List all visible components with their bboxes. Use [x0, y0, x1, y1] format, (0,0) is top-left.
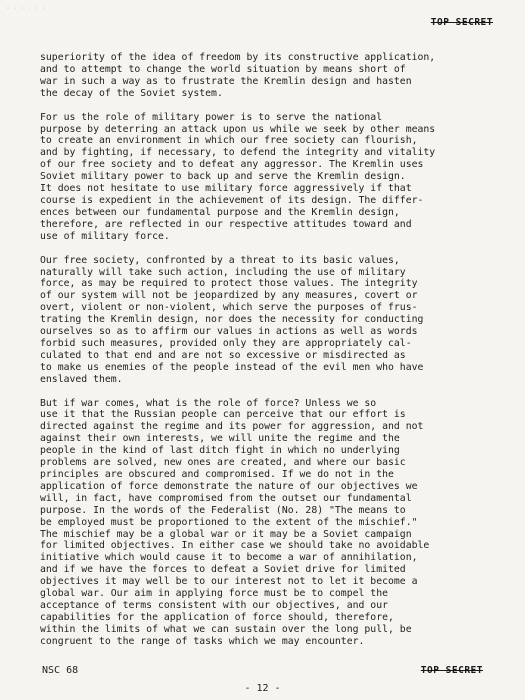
- margin-mark: · · · · · ·: [6, 5, 46, 12]
- paragraph-2: For us the role of military power is to serve the national purpose by deterring an attack upon us while we seek by other means to create an environment in which our free society can flourish, and by fighting, if necessary, to defend the integrity and vitality of our free society and to defeat any aggressor. The Kremlin uses Soviet military power to back up and serve the Kremlin design. It does not hesitate to use military force aggressively if that course is expedient in the achievement of its design. The differ- ences between our fundamental purpose and the Kremlin design, therefore, are reflected in our respective attitudes toward and use of military force.: [40, 111, 436, 242]
- paragraph-1: superiority of the idea of freedom by its constructive application, and to attempt to change the world situation by means short of war in such a way as to frustrate the Kremlin design and hasten the decay of the Soviet system.: [40, 52, 436, 99]
- footer-classification-stamp: TOP SECRET: [420, 665, 483, 676]
- document-body: [40, 52, 500, 660]
- paragraph-4: But if war comes, what is the role of force? Unless we so use it that the Russian people can perceive that our effort is directed against the regime and its power for aggression, and not against their own interests, we will unite the regime and the people in the kind of last ditch fight in which no underlying problems are solved, new ones are created, and where our basic principles are obscured and compromised. If we do not in the application of force demonstrate the nature of our objectives we will, in fact, have compromised from the outset our fundamental purpose. In the words of the Federalist (No. 28) "The means to be employed must be proportioned to the extent of the mischief." The mischief may be a global war or it may be a Soviet campaign for limited objectives. In either case we should take no avoidable initiative which would cause it to become a war of annihilation, and if we have the forces to defeat a Soviet drive for limited objectives it may well be to our interest not to let it become a global war. Our aim in applying force must be to compel the acceptance of terms consistent with our objectives, and our capabilities for the application of force should, therefore, within the limits of what we can sustain over the long pull, be congruent to the range of tasks which we may encounter.: [40, 397, 430, 647]
- paragraph-3: Our free society, confronted by a threat to its basic values, naturally will take such action, including the use of military force, as may be required to protect those values. The integrity of our system will not be jeopardized by any measures, covert or overt, violent or non-violent, which serve the purposes of frus- trating the Kremlin design, nor does the necessity for conducting ourselves so as to affirm our values in actions as well as words forbid such measures, provided only they are appropriately cal- culated to that end and are not so excessive or misdirected as to make us enemies of the people instead of the evil men who have enslaved them.: [40, 254, 424, 385]
- document-id: NSC 68: [42, 665, 79, 676]
- page-number: - 12 -: [244, 683, 281, 694]
- header-classification-stamp: TOP SECRET: [430, 17, 493, 28]
